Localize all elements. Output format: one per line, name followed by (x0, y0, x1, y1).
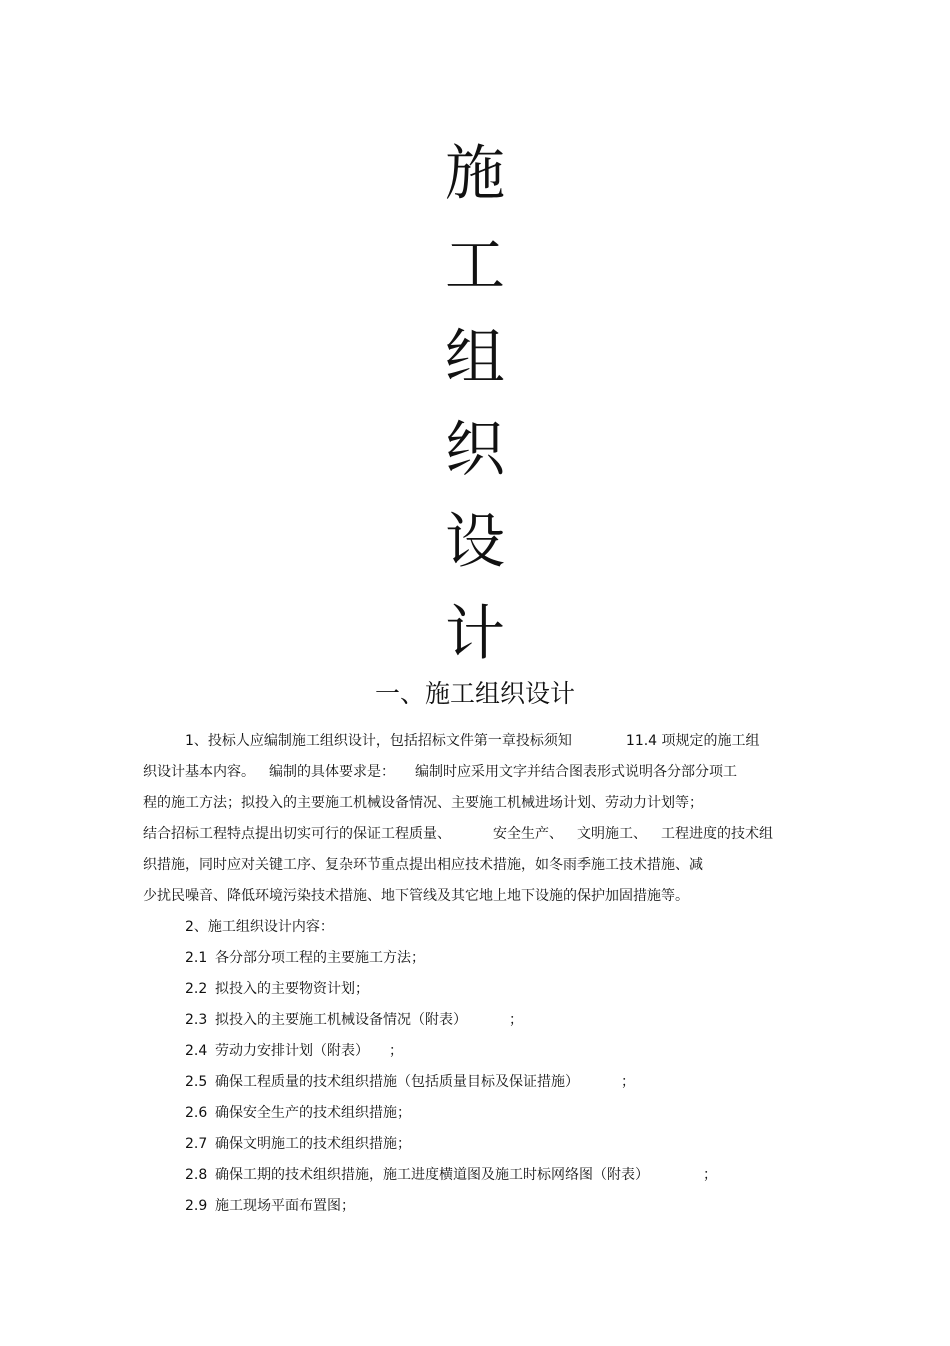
list-item-tail: ； (389, 1043, 403, 1059)
list-item-number: 2.4 (185, 1043, 208, 1059)
paragraph-line (143, 726, 803, 757)
list-item (143, 974, 803, 1005)
section-heading: 一、施工组织设计 (374, 679, 575, 708)
list-item-tail: ； (509, 1012, 523, 1028)
list-item-number: 2.7 (185, 1136, 208, 1152)
text-segment: 结合招标工程特点提出切实可行的保证工程质量、 (143, 826, 451, 842)
text-segment: 工程进度的技术组 (661, 826, 773, 842)
list-item-text: 劳动力安排计划（附表） (215, 1043, 369, 1059)
text-segment: 织设计基本内容。 (143, 764, 255, 780)
paragraph-line: 少扰民噪音、降低环境污染技术措施、地下管线及其它地上地下设施的保护加固措施等。 (143, 888, 689, 904)
list-item (143, 1160, 803, 1191)
list-item-text: 确保文明施工的技术组织措施； (215, 1136, 411, 1152)
text-segment: 文明施工、 (577, 826, 647, 842)
list-item (143, 943, 803, 974)
list-item-tail: ； (621, 1074, 635, 1090)
list-item-text: 施工现场平面布置图； (215, 1198, 355, 1214)
list-item-number: 2.9 (185, 1198, 208, 1214)
list-item-number: 2.3 (185, 1012, 208, 1028)
paragraph-line (143, 819, 803, 850)
list-item-text: 拟投入的主要施工机械设备情况（附表） (215, 1012, 467, 1028)
cover-title-char: 组 (445, 323, 505, 393)
list-item-text: 拟投入的主要物资计划； (215, 981, 369, 997)
cover-title (0, 128, 950, 680)
cover-title-char: 设 (445, 507, 505, 577)
paragraph-line: 织措施，同时应对关键工序、复杂环节重点提出相应技术措施，如冬雨季施工技术措施、减 (143, 857, 703, 873)
list-item (143, 1098, 803, 1129)
cover-title-char: 织 (445, 415, 505, 485)
list-item-text: 各分部分项工程的主要施工方法； (215, 950, 425, 966)
list-item-text: 确保工程质量的技术组织措施（包括质量目标及保证措施） (215, 1074, 579, 1090)
cover-title-char: 施 (445, 139, 505, 209)
text-segment: 1、投标人应编制施工组织设计，包括招标文件第一章投标须知 (185, 733, 572, 749)
list-item (143, 1067, 803, 1098)
list-item (143, 1005, 803, 1036)
list-item-number: 2.5 (185, 1074, 208, 1090)
list-item-tail: ； (703, 1167, 717, 1183)
paragraph-line: 程的施工方法；拟投入的主要施工机械设备情况、主要施工机械进场计划、劳动力计划等； (143, 795, 703, 811)
cover-title-char: 工 (445, 231, 505, 301)
text-segment: 编制的具体要求是： (269, 764, 395, 780)
list-item-number: 2.2 (185, 981, 208, 997)
list-item (143, 1129, 803, 1160)
text-segment: 编制时应采用文字并结合图表形式说明各分部分项工 (415, 764, 737, 780)
section-subtitle: 2、施工组织设计内容： (185, 919, 334, 935)
list-item-number: 2.1 (185, 950, 208, 966)
list-item (143, 1191, 803, 1222)
list-item-text: 确保工期的技术组织措施，施工进度横道图及施工时标网络图（附表） (215, 1167, 649, 1183)
paragraph-line (143, 757, 803, 788)
list-item-number: 2.6 (185, 1105, 208, 1121)
text-segment: 11.4 项规定的施工组 (625, 733, 760, 749)
text-segment: 安全生产、 (493, 826, 563, 842)
list-item-number: 2.8 (185, 1167, 208, 1183)
list-item (143, 1036, 803, 1067)
list-item-text: 确保安全生产的技术组织措施； (215, 1105, 411, 1121)
body-text (143, 726, 803, 1222)
cover-title-char: 计 (445, 599, 505, 669)
